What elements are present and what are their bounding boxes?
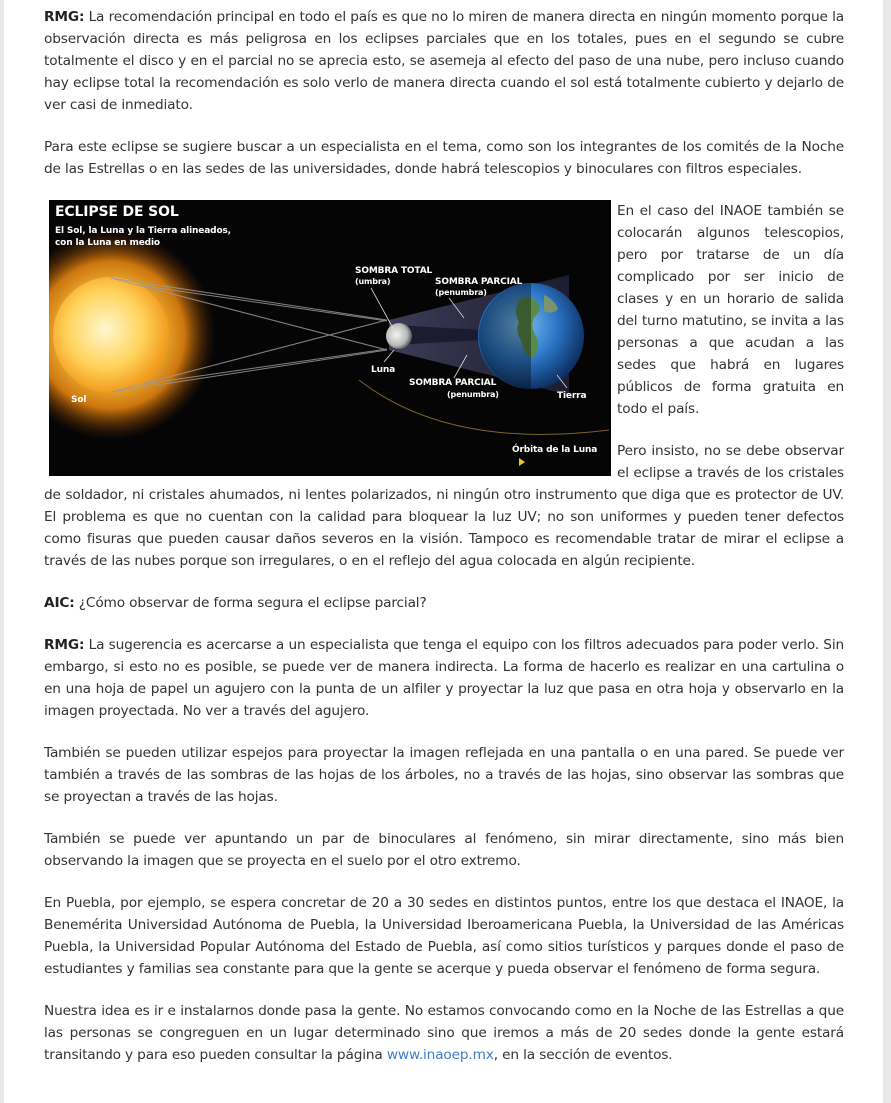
diagram-subtitle-line1: El Sol, la Luna y la Tierra alineados, [55, 226, 231, 236]
paragraph-6 [44, 634, 844, 722]
paragraph-5 [44, 592, 844, 614]
diagram-subtitle-line2: con la Luna en medio [55, 238, 160, 248]
paragraph-7: También se pueden utilizar espejos para proyectar la imagen reflejada en una pantalla o en una pared. Se puede ver también a través de las sombras de las hojas de los árboles, no a través de las hojas, sino observar las sombras que se proyectan a través de las hojas. [44, 745, 844, 805]
label-luna: Luna [371, 365, 396, 375]
page [4, 0, 883, 1103]
label-tierra: Tierra [557, 391, 587, 401]
label-sombra-parcial-bottom: SOMBRA PARCIAL [409, 378, 497, 388]
paragraph-3: En el caso del INAOE también se colocarán algunos telescopios, pero por tratarse de un día complicado por ser inicio de clases y en un horario de salida del turno matutino, se invita a las personas a que acudan a las sedes que habrá en lugares públicos de forma gratuita en todo el país. [617, 203, 844, 417]
sun-disk [53, 277, 169, 393]
paragraph-text: ¿Cómo observar de forma segura el eclipse parcial? [74, 595, 427, 611]
paragraph-4: Pero insisto, no se debe observar el eclipse a través de los cristales de soldador, ni cristales ahumados, ni lentes polarizados, ni ningún otro instrumento que diga que es protector de UV. El problema es que no cuentan con la calidad para bloquear la luz UV; no son uniformes y pueden tener defectos como fisuras que pueden causar daños severos en la visión. Tampoco es recomendable tratar de mirar el eclipse a través de las nubes porque son irregulares, o en el reflejo del agua colocada en algún recipiente. [44, 443, 844, 569]
label-sombra-parcial-top: SOMBRA PARCIAL [435, 277, 523, 287]
paragraph-10 [44, 1000, 844, 1066]
label-orbita: Órbita de la Luna [512, 445, 598, 455]
label-penumbra-top: (penumbra) [435, 288, 487, 297]
label-sol: Sol [71, 395, 87, 405]
paragraph-text: La recomendación principal en todo el país es que no lo miren de manera directa en ningún momento porque la observación directa es más peligrosa en los eclipses parciales que en los totales, pues en el segundo se cubre totalmente el disco y en el parcial no se aprecia esto, se asemeja al efecto del paso de una nube, pero incluso cuando hay eclipse total la recomendación es solo verlo de manera directa cuando el sol está totalmente cubierto y dejarlo de ver casi de inmediato. [44, 9, 844, 113]
paragraph-text: , en la sección de eventos. [493, 1047, 673, 1063]
paragraph-9: En Puebla, por ejemplo, se espera concretar de 20 a 30 sedes en distintos puntos, entre los que destaca el INAOE, la Benemérita Universidad Autónoma de Puebla, la Universidad Iberoamericana Puebla, la Universidad de las Américas Puebla, la Universidad Popular Autónoma del Estado de Puebla, así como sitios turísticos y parques donde el paso de estudiantes y familias sea constante para que la gente se acerque y pueda observar el fenómeno de forma segura. [44, 895, 844, 977]
moon [386, 323, 412, 349]
diagram-title: ECLIPSE DE SOL [55, 204, 179, 220]
paragraph-8: También se puede ver apuntando un par de binoculares al fenómeno, sin mirar directamente, sino más bien observando la imagen que se proyecta en el suelo por el otro extremo. [44, 831, 844, 869]
speaker-label: AIC: [44, 595, 75, 611]
label-penumbra-bottom: (penumbra) [447, 390, 499, 399]
eclipse-diagram-image [49, 200, 611, 476]
speaker-label: RMG: [44, 9, 85, 25]
speaker-label: RMG: [44, 637, 85, 653]
paragraph-1 [44, 6, 844, 116]
paragraph-text: La sugerencia es acercarse a un especialista que tenga el equipo con los filtros adecuados para poder verlo. Sin embargo, si esto no es posible, se puede ver de manera indirecta. La forma de hacerlo es realizar en una cartulina o en una hoja de papel un agujero con la punta de un alfiler y proyectar la luz que pasa en otra hoja y observarlo en la imagen proyectada. No ver a través del agujero. [44, 637, 844, 719]
paragraph-text: Nuestra idea es ir e instalarnos donde pasa la gente. No estamos convocando como en la Noche de las Estrellas a que las personas se congreguen en un lugar determinado sino que iremos a más de 20 sedes donde la gente estará transitando y para eso pueden consultar la página [44, 1003, 844, 1063]
label-sombra-total: SOMBRA TOTAL [355, 266, 433, 276]
article-body [44, 6, 844, 1086]
paragraph-2: Para este eclipse se sugiere buscar a un especialista en el tema, como son los integrantes de los comités de la Noche de las Estrellas o en las sedes de las universidades, donde habrá telescopios y binoculares con filtros especiales. [44, 139, 844, 177]
eclipse-diagram-svg [49, 200, 611, 476]
inaoep-link[interactable]: www.inaoep.mx [386, 1047, 494, 1063]
label-umbra: (umbra) [355, 277, 391, 286]
